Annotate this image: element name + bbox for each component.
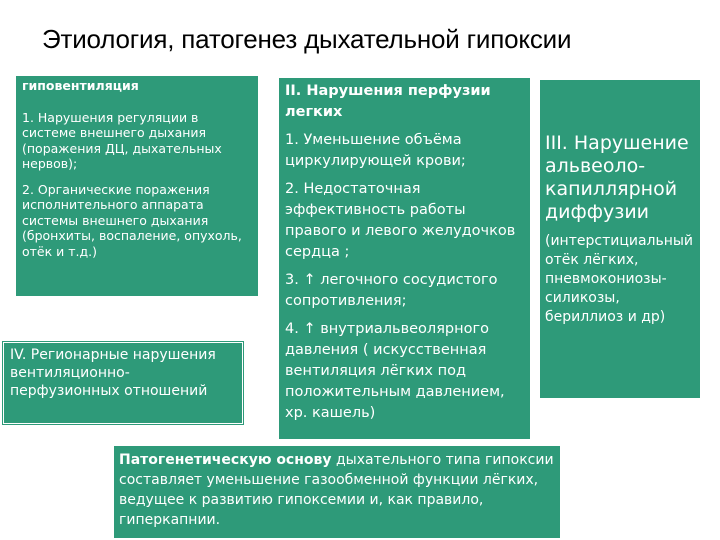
diffusion-disorders-box — [540, 80, 700, 398]
diffusion-text: (интерстициальный отёк лёгких, пневмокониозы-силикозы, бериллиоз и др) — [545, 233, 694, 325]
pathogenesis-summary-box — [114, 446, 560, 538]
slide-title: Этиология, патогенез дыхательной гипоксии — [42, 24, 572, 54]
perfusion-item-4: 4. ↑ внутриальвеолярного давления ( искусственная вентиляция лёгких под положительным давлением, хр. кашель) — [285, 321, 505, 421]
perfusion-disorders-box — [279, 78, 530, 439]
diffusion-heading: III. Нарушение альвеоло-капиллярной диффузии — [545, 132, 689, 223]
regional-disorders-box — [3, 342, 243, 424]
hypoventilation-heading: гиповентиляция — [22, 78, 139, 93]
summary-text: дыхательного типа гипоксии составляет уменьшение газообменной функции лёгких, ведущее к развитию гипоксемии и, как правило, гиперкапнии. — [119, 452, 554, 528]
perfusion-item-1: 1. Уменьшение объёма циркулирующей крови; — [285, 132, 466, 169]
regional-disorders-text: IV. Регионарные нарушения вентиляционно-перфузионных отношений — [10, 347, 216, 399]
summary-bold-term: Патогенетическую основу — [119, 452, 332, 468]
perfusion-item-2: 2. Недостаточная эффективность работы правого и левого желудочков сердца ; — [285, 181, 516, 260]
perfusion-heading: II. Нарушения перфузии легких — [285, 83, 491, 120]
hypoventilation-box — [16, 76, 258, 296]
perfusion-item-3: 3. ↑ легочного сосудистого сопротивления; — [285, 272, 498, 309]
hypoventilation-item-2: 2. Органические поражения исполнительного аппарата системы внешнего дыхания (бронхиты, воспаление, опухоль, отёк и т.д.) — [22, 181, 242, 259]
hypoventilation-item-1: 1. Нарушения регуляции в системе внешнего дыхания (поражения ДЦ, дыхательных нервов); — [22, 109, 222, 171]
